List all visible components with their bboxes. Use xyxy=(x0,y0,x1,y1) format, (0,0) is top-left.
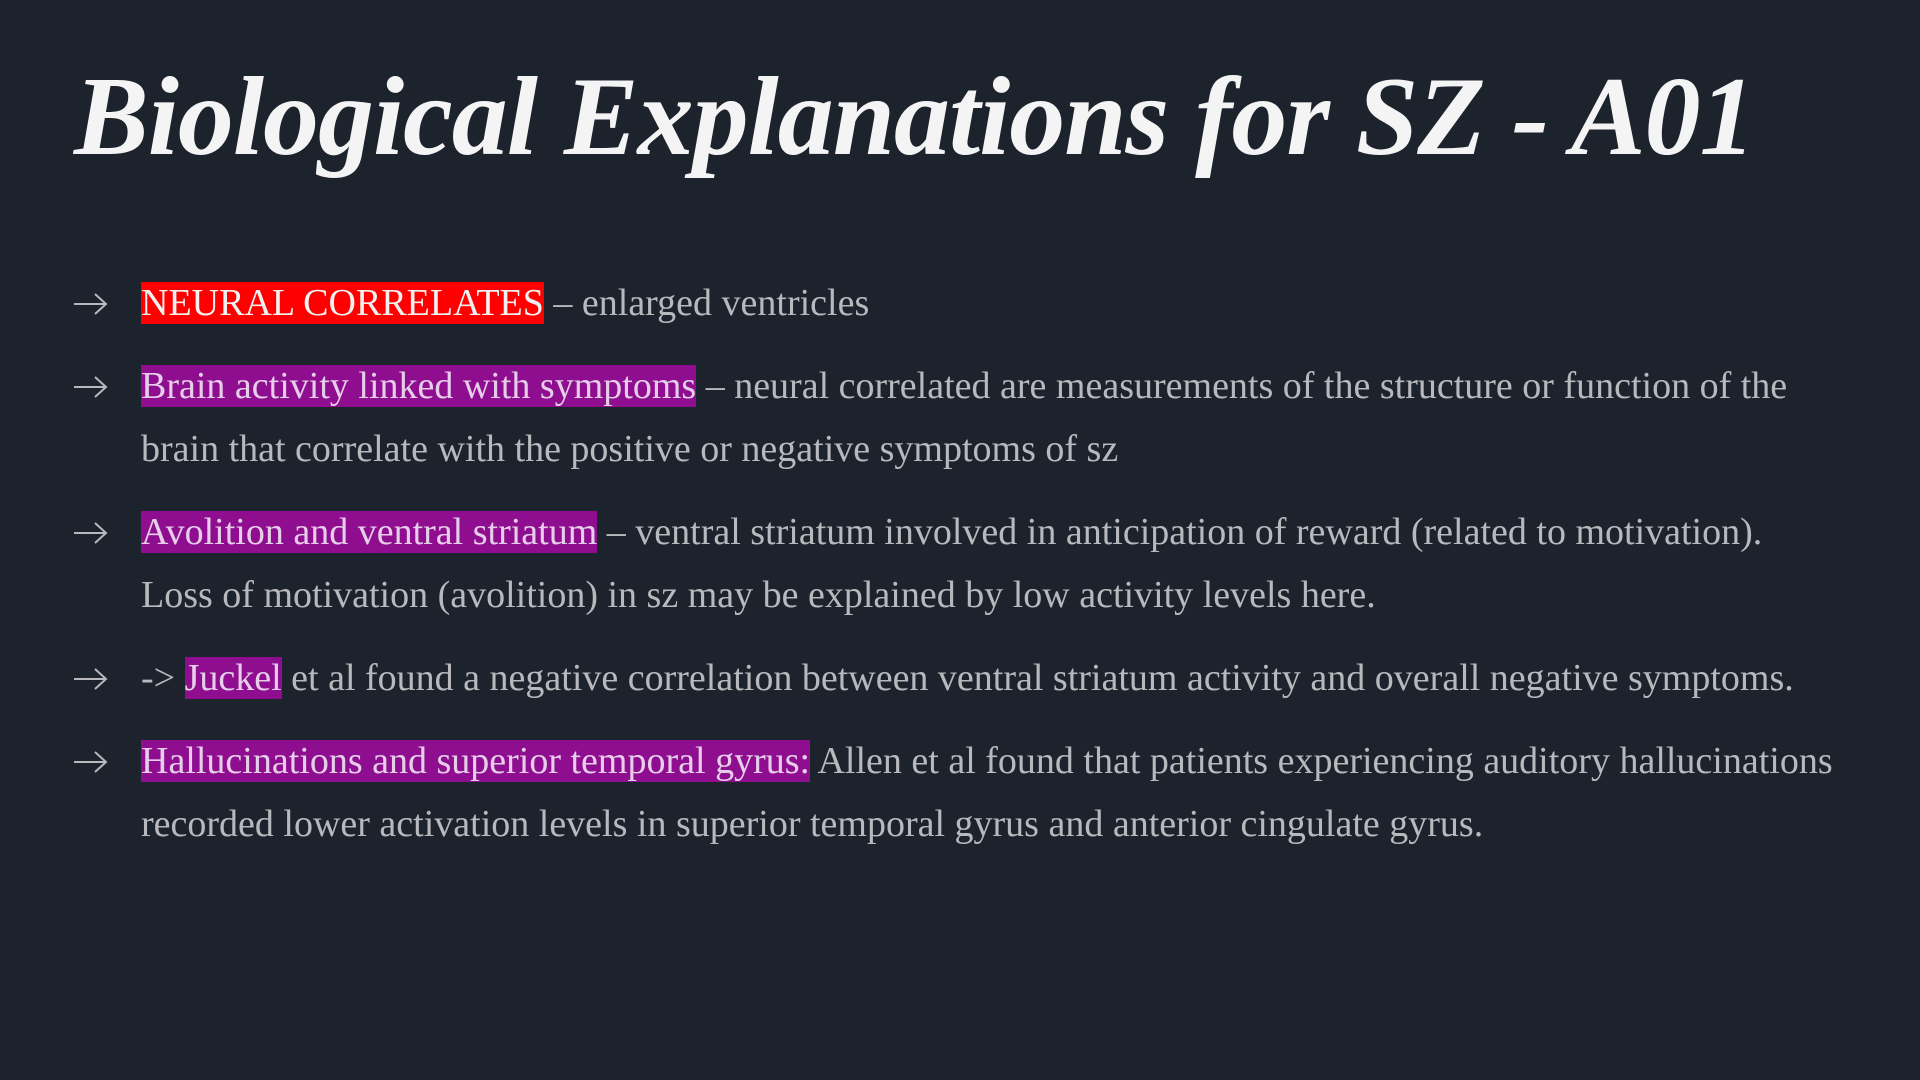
bullet-prefix: -> xyxy=(141,657,185,699)
arrow-right-icon xyxy=(72,292,110,316)
bullet-avolition xyxy=(72,501,1842,627)
bullet-text: et al found a negative correlation between ventral striatum activity and overall negative symptoms. xyxy=(281,657,1794,699)
bullet-juckel xyxy=(72,647,1842,710)
bullet-list xyxy=(72,272,1842,876)
highlight-neural-correlates: NEURAL CORRELATES xyxy=(141,282,544,324)
highlight-avolition: Avolition and ventral striatum xyxy=(141,511,598,553)
arrow-right-icon xyxy=(72,667,110,691)
highlight-juckel: Juckel xyxy=(184,657,282,699)
arrow-right-icon xyxy=(72,521,110,545)
slide-title: Biological Explanations for SZ - A01 xyxy=(74,55,1755,179)
arrow-right-icon xyxy=(72,375,110,399)
highlight-hallucinations: Hallucinations and superior temporal gyrus: xyxy=(141,740,811,782)
bullet-hallucinations xyxy=(72,730,1842,856)
bullet-text: – ventral striatum involved in anticipation of reward (related to motivation). Loss of motivation (avolition) in sz may be explained by low activity levels here. xyxy=(141,511,1763,616)
bullet-brain-activity xyxy=(72,355,1842,481)
arrow-right-icon xyxy=(72,750,110,774)
bullet-text: Allen et al found that patients experiencing auditory hallucinations recorded lower activation levels in superior temporal gyrus and anterior cingulate gyrus. xyxy=(141,740,1833,845)
highlight-brain-activity: Brain activity linked with symptoms xyxy=(141,365,697,407)
bullet-text: – neural correlated are measurements of the structure or function of the brain that correlate with the positive or negative symptoms of sz xyxy=(141,365,1788,470)
bullet-neural-correlates xyxy=(72,272,1842,335)
bullet-text: – enlarged ventricles xyxy=(543,282,870,324)
